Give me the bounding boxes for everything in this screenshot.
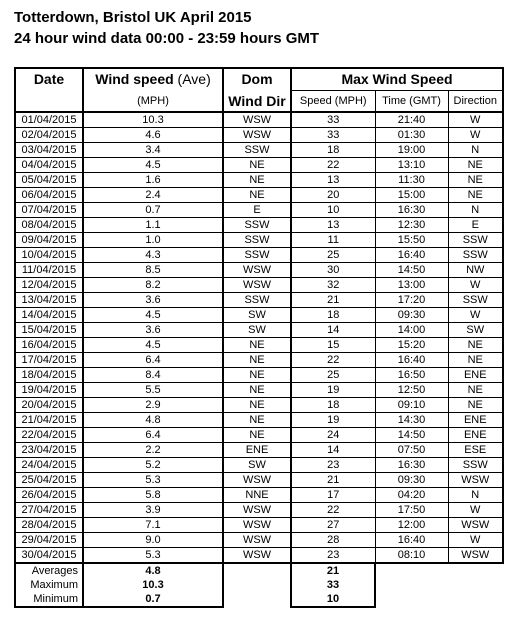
- cell-direction: NE: [448, 398, 503, 413]
- cell-max-speed: 25: [291, 248, 375, 263]
- cell-time: 08:10: [375, 548, 448, 564]
- table-row: [15, 278, 503, 293]
- cell-date: 10/04/2015: [15, 248, 83, 263]
- cell-time: 17:20: [375, 293, 448, 308]
- cell-avg-speed: 2.2: [83, 443, 223, 458]
- cell-date: 02/04/2015: [15, 128, 83, 143]
- cell-avg-speed: 4.6: [83, 128, 223, 143]
- cell-time: 21:40: [375, 112, 448, 128]
- cell-dom-dir: SSW: [223, 248, 291, 263]
- cell-avg-speed: 4.5: [83, 338, 223, 353]
- cell-time: 11:30: [375, 173, 448, 188]
- cell-date: 05/04/2015: [15, 173, 83, 188]
- cell-dom-dir: WSW: [223, 548, 291, 564]
- summary-max-maximum: 33: [291, 578, 375, 592]
- cell-max-speed: 14: [291, 323, 375, 338]
- cell-direction: E: [448, 218, 503, 233]
- summary-spacer: [223, 592, 291, 607]
- cell-direction: SW: [448, 323, 503, 338]
- cell-time: 14:50: [375, 263, 448, 278]
- cell-max-speed: 33: [291, 112, 375, 128]
- cell-avg-speed: 4.8: [83, 413, 223, 428]
- cell-max-speed: 25: [291, 368, 375, 383]
- cell-date: 14/04/2015: [15, 308, 83, 323]
- cell-time: 16:30: [375, 458, 448, 473]
- header-max-wind-speed: Max Wind Speed: [291, 68, 503, 91]
- cell-time: 15:50: [375, 233, 448, 248]
- cell-max-speed: 24: [291, 428, 375, 443]
- cell-date: 28/04/2015: [15, 518, 83, 533]
- cell-max-speed: 10: [291, 203, 375, 218]
- cell-direction: W: [448, 278, 503, 293]
- cell-direction: SSW: [448, 248, 503, 263]
- cell-time: 15:20: [375, 338, 448, 353]
- cell-date: 03/04/2015: [15, 143, 83, 158]
- header-speed-mph: Speed (MPH): [291, 91, 375, 113]
- header-wind-speed-ave: (Ave): [173, 71, 211, 88]
- cell-direction: W: [448, 503, 503, 518]
- cell-direction: SSW: [448, 293, 503, 308]
- table-row: [15, 203, 503, 218]
- cell-max-speed: 19: [291, 413, 375, 428]
- cell-date: 12/04/2015: [15, 278, 83, 293]
- cell-avg-speed: 1.1: [83, 218, 223, 233]
- cell-max-speed: 27: [291, 518, 375, 533]
- summary-max-minimum: 10: [291, 592, 375, 607]
- table-row: [15, 413, 503, 428]
- table-row: [15, 158, 503, 173]
- cell-date: 17/04/2015: [15, 353, 83, 368]
- cell-dom-dir: WSW: [223, 473, 291, 488]
- summary-spacer: [448, 563, 503, 578]
- cell-direction: N: [448, 143, 503, 158]
- table-row: [15, 518, 503, 533]
- cell-date: 16/04/2015: [15, 338, 83, 353]
- cell-date: 25/04/2015: [15, 473, 83, 488]
- header-wind-dir: Wind Dir: [223, 91, 291, 113]
- table-row: [15, 473, 503, 488]
- cell-avg-speed: 2.9: [83, 398, 223, 413]
- cell-avg-speed: 8.2: [83, 278, 223, 293]
- header-direction: Direction: [448, 91, 503, 113]
- cell-avg-speed: 8.5: [83, 263, 223, 278]
- cell-avg-speed: 10.3: [83, 112, 223, 128]
- header-date-sub: [15, 91, 83, 113]
- cell-max-speed: 33: [291, 128, 375, 143]
- cell-direction: NE: [448, 338, 503, 353]
- table-row: [15, 338, 503, 353]
- cell-date: 01/04/2015: [15, 112, 83, 128]
- table-row: [15, 293, 503, 308]
- cell-date: 06/04/2015: [15, 188, 83, 203]
- table-row: [15, 308, 503, 323]
- cell-time: 12:30: [375, 218, 448, 233]
- cell-dom-dir: ENE: [223, 443, 291, 458]
- cell-max-speed: 11: [291, 233, 375, 248]
- header-wind-speed-label: Wind speed: [95, 71, 174, 88]
- cell-date: 21/04/2015: [15, 413, 83, 428]
- table-row: [15, 173, 503, 188]
- cell-max-speed: 22: [291, 353, 375, 368]
- cell-dom-dir: SSW: [223, 143, 291, 158]
- cell-direction: WSW: [448, 548, 503, 564]
- cell-time: 16:40: [375, 353, 448, 368]
- cell-dom-dir: NE: [223, 338, 291, 353]
- cell-max-speed: 18: [291, 308, 375, 323]
- cell-avg-speed: 5.2: [83, 458, 223, 473]
- cell-dom-dir: WSW: [223, 503, 291, 518]
- cell-direction: SSW: [448, 458, 503, 473]
- cell-max-speed: 28: [291, 533, 375, 548]
- table-row: [15, 188, 503, 203]
- cell-max-speed: 14: [291, 443, 375, 458]
- cell-date: 19/04/2015: [15, 383, 83, 398]
- table-row: [15, 323, 503, 338]
- cell-time: 09:30: [375, 308, 448, 323]
- cell-max-speed: 13: [291, 218, 375, 233]
- cell-max-speed: 20: [291, 188, 375, 203]
- cell-date: 07/04/2015: [15, 203, 83, 218]
- cell-dom-dir: WSW: [223, 518, 291, 533]
- cell-dom-dir: E: [223, 203, 291, 218]
- cell-avg-speed: 4.3: [83, 248, 223, 263]
- cell-direction: ESE: [448, 443, 503, 458]
- cell-date: 09/04/2015: [15, 233, 83, 248]
- page-title: Totterdown, Bristol UK April 2015: [14, 9, 252, 26]
- cell-dom-dir: SW: [223, 458, 291, 473]
- cell-max-speed: 15: [291, 338, 375, 353]
- cell-max-speed: 22: [291, 158, 375, 173]
- cell-date: 27/04/2015: [15, 503, 83, 518]
- table-row: [15, 368, 503, 383]
- cell-date: 20/04/2015: [15, 398, 83, 413]
- cell-direction: W: [448, 128, 503, 143]
- table-row: [15, 383, 503, 398]
- cell-time: 09:30: [375, 473, 448, 488]
- cell-direction: NE: [448, 383, 503, 398]
- cell-avg-speed: 2.4: [83, 188, 223, 203]
- cell-max-speed: 17: [291, 488, 375, 503]
- summary-avg-minimum: 0.7: [83, 592, 223, 607]
- table-row: [15, 263, 503, 278]
- cell-direction: SSW: [448, 233, 503, 248]
- cell-avg-speed: 3.4: [83, 143, 223, 158]
- wind-data-table: [14, 67, 504, 608]
- cell-time: 15:00: [375, 188, 448, 203]
- cell-time: 01:30: [375, 128, 448, 143]
- cell-time: 19:00: [375, 143, 448, 158]
- cell-direction: NE: [448, 353, 503, 368]
- cell-max-speed: 21: [291, 293, 375, 308]
- cell-avg-speed: 3.9: [83, 503, 223, 518]
- cell-avg-speed: 5.3: [83, 548, 223, 564]
- table-row: [15, 503, 503, 518]
- cell-time: 16:40: [375, 248, 448, 263]
- cell-direction: W: [448, 533, 503, 548]
- header-date: Date: [15, 68, 83, 91]
- cell-avg-speed: 7.1: [83, 518, 223, 533]
- cell-date: 29/04/2015: [15, 533, 83, 548]
- cell-direction: NE: [448, 188, 503, 203]
- table-row: [15, 533, 503, 548]
- cell-dom-dir: WSW: [223, 112, 291, 128]
- cell-time: 12:50: [375, 383, 448, 398]
- cell-dom-dir: SW: [223, 308, 291, 323]
- cell-direction: N: [448, 203, 503, 218]
- cell-time: 07:50: [375, 443, 448, 458]
- cell-avg-speed: 3.6: [83, 293, 223, 308]
- summary-spacer: [223, 563, 291, 578]
- cell-direction: W: [448, 308, 503, 323]
- table-row: [15, 128, 503, 143]
- cell-date: 04/04/2015: [15, 158, 83, 173]
- cell-time: 14:00: [375, 323, 448, 338]
- cell-dom-dir: NE: [223, 353, 291, 368]
- cell-time: 04:20: [375, 488, 448, 503]
- table-row: [15, 248, 503, 263]
- cell-dom-dir: WSW: [223, 263, 291, 278]
- cell-avg-speed: 1.6: [83, 173, 223, 188]
- cell-time: 16:40: [375, 533, 448, 548]
- cell-direction: NE: [448, 158, 503, 173]
- table-row: [15, 218, 503, 233]
- cell-dom-dir: NNE: [223, 488, 291, 503]
- cell-time: 13:00: [375, 278, 448, 293]
- cell-time: 16:50: [375, 368, 448, 383]
- cell-avg-speed: 6.4: [83, 428, 223, 443]
- cell-avg-speed: 3.6: [83, 323, 223, 338]
- cell-date: 23/04/2015: [15, 443, 83, 458]
- summary-label-averages: Averages: [15, 563, 83, 578]
- cell-time: 09:10: [375, 398, 448, 413]
- cell-dom-dir: NE: [223, 188, 291, 203]
- cell-dom-dir: NE: [223, 173, 291, 188]
- table-row: [15, 443, 503, 458]
- cell-dom-dir: SSW: [223, 233, 291, 248]
- cell-max-speed: 23: [291, 458, 375, 473]
- cell-dom-dir: WSW: [223, 128, 291, 143]
- header-time-gmt: Time (GMT): [375, 91, 448, 113]
- cell-date: 11/04/2015: [15, 263, 83, 278]
- cell-dom-dir: SW: [223, 323, 291, 338]
- cell-date: 13/04/2015: [15, 293, 83, 308]
- table-row: [15, 233, 503, 248]
- cell-dom-dir: NE: [223, 383, 291, 398]
- cell-avg-speed: 1.0: [83, 233, 223, 248]
- table-row: [15, 353, 503, 368]
- cell-time: 17:50: [375, 503, 448, 518]
- table-row: [15, 458, 503, 473]
- table-row: [15, 398, 503, 413]
- cell-date: 24/04/2015: [15, 458, 83, 473]
- table-row: [15, 488, 503, 503]
- cell-direction: N: [448, 488, 503, 503]
- cell-avg-speed: 6.4: [83, 353, 223, 368]
- cell-direction: W: [448, 112, 503, 128]
- cell-direction: ENE: [448, 428, 503, 443]
- summary-avg-averages: 4.8: [83, 563, 223, 578]
- cell-max-speed: 22: [291, 503, 375, 518]
- cell-dom-dir: SSW: [223, 218, 291, 233]
- cell-avg-speed: 5.8: [83, 488, 223, 503]
- cell-avg-speed: 8.4: [83, 368, 223, 383]
- summary-spacer: [375, 563, 448, 578]
- cell-dom-dir: NE: [223, 368, 291, 383]
- cell-direction: WSW: [448, 473, 503, 488]
- table-row: [15, 143, 503, 158]
- cell-avg-speed: 0.7: [83, 203, 223, 218]
- cell-dom-dir: NE: [223, 413, 291, 428]
- cell-max-speed: 18: [291, 143, 375, 158]
- summary-label-minimum: Minimum: [15, 592, 83, 607]
- cell-avg-speed: 4.5: [83, 158, 223, 173]
- cell-direction: NE: [448, 173, 503, 188]
- cell-time: 14:50: [375, 428, 448, 443]
- cell-time: 12:00: [375, 518, 448, 533]
- cell-dom-dir: NE: [223, 158, 291, 173]
- cell-dom-dir: WSW: [223, 278, 291, 293]
- cell-avg-speed: 9.0: [83, 533, 223, 548]
- summary-spacer: [375, 578, 448, 592]
- table-row: [15, 112, 503, 128]
- cell-max-speed: 30: [291, 263, 375, 278]
- cell-direction: ENE: [448, 368, 503, 383]
- header-dom: Dom: [223, 68, 291, 91]
- cell-time: 14:30: [375, 413, 448, 428]
- summary-avg-maximum: 10.3: [83, 578, 223, 592]
- cell-date: 18/04/2015: [15, 368, 83, 383]
- cell-time: 13:10: [375, 158, 448, 173]
- cell-date: 15/04/2015: [15, 323, 83, 338]
- cell-dom-dir: NE: [223, 398, 291, 413]
- cell-max-speed: 21: [291, 473, 375, 488]
- header-wind-speed: [83, 68, 223, 91]
- cell-date: 30/04/2015: [15, 548, 83, 564]
- cell-direction: WSW: [448, 518, 503, 533]
- summary-label-maximum: Maximum: [15, 578, 83, 592]
- cell-direction: ENE: [448, 413, 503, 428]
- summary-spacer: [448, 592, 503, 607]
- summary-spacer: [448, 578, 503, 592]
- cell-avg-speed: 5.5: [83, 383, 223, 398]
- cell-max-speed: 18: [291, 398, 375, 413]
- cell-time: 16:30: [375, 203, 448, 218]
- cell-max-speed: 13: [291, 173, 375, 188]
- cell-direction: NW: [448, 263, 503, 278]
- summary-spacer: [223, 578, 291, 592]
- cell-avg-speed: 4.5: [83, 308, 223, 323]
- cell-dom-dir: WSW: [223, 533, 291, 548]
- cell-avg-speed: 5.3: [83, 473, 223, 488]
- cell-date: 08/04/2015: [15, 218, 83, 233]
- cell-dom-dir: NE: [223, 428, 291, 443]
- cell-dom-dir: SSW: [223, 293, 291, 308]
- cell-max-speed: 32: [291, 278, 375, 293]
- cell-date: 26/04/2015: [15, 488, 83, 503]
- header-wind-speed-unit: (MPH): [83, 91, 223, 113]
- summary-spacer: [375, 592, 448, 607]
- cell-max-speed: 23: [291, 548, 375, 564]
- table-row: [15, 428, 503, 443]
- page-subtitle: 24 hour wind data 00:00 - 23:59 hours GMT: [14, 30, 320, 47]
- cell-max-speed: 19: [291, 383, 375, 398]
- summary-max-averages: 21: [291, 563, 375, 578]
- cell-date: 22/04/2015: [15, 428, 83, 443]
- table-row: [15, 548, 503, 564]
